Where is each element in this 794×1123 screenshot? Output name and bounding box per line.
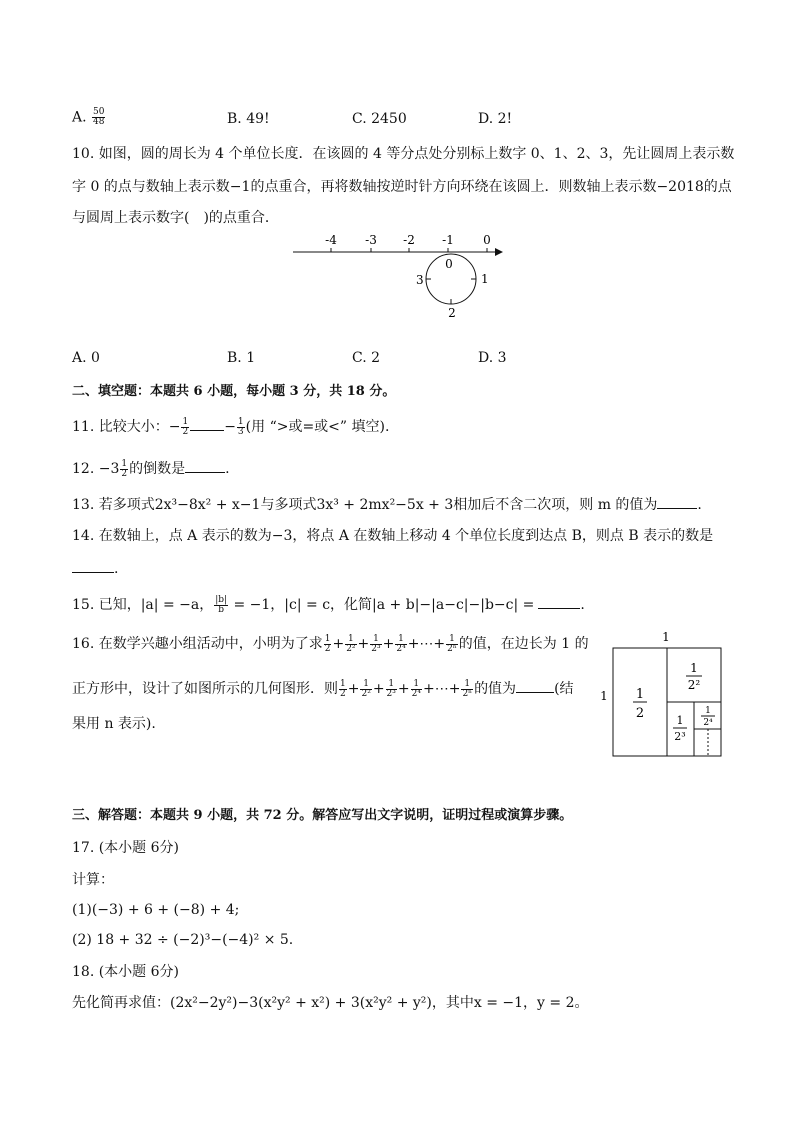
circle-label-left: 3 (416, 273, 424, 287)
q16-line2: 正方形中，设计了如图所示的几何图形．则 $\frac{1}{2}$ + $\frac{1}{\text{2²}}$ + $\frac{1}{\text{2³}}$ + $\frac{1}{\text{2⁴}}$ +⋯+ $\frac{1}{\text{2ⁿ}}$ 的值为 (结 (72, 678, 574, 699)
axis-ticks (331, 248, 487, 252)
q10-line1: 10. 如图，圆的周长为 4 个单位长度．在该圆的 4 等分点处分别标上数字 0、1、2、3，先让圆周上表示数 (72, 146, 735, 162)
answer-blank (185, 458, 225, 473)
fig-half-num: 1 (635, 687, 645, 702)
q10-option-a: A. 0 (72, 350, 100, 366)
q16-square-figure (598, 628, 728, 760)
fig-half-den: 2 (635, 706, 645, 721)
q18-head: 18. (本小题 6分) (72, 964, 179, 980)
fig-quarter-num: 1 (690, 661, 698, 675)
circle-label-right: 1 (481, 272, 489, 286)
q15: 15. 已知，|a| = −a， $\frac{|b|}{b}$ = −1，|c| = c，化简|a + b|−|a−c|−|b−c| = . (72, 594, 585, 615)
q10-line3: 与圆周上表示数字( )的点重合． (72, 210, 279, 226)
section3-title: 三、解答题：本题共 9 小题，共 72 分。解答应写出文字说明，证明过程或演算步骤。 (72, 808, 573, 823)
q9-option-d: D. 2! (478, 111, 513, 127)
q9-option-a: A. $\frac{50}{48}$ (72, 107, 105, 127)
q16-line1: 16. 在数学兴趣小组活动中，小明为了求 $\frac{1}{2}$ + $\frac{1}{\text{2²}}$ + $\frac{1}{\text{2³}}$ + $\frac{1}{\text{2⁴}}$ +⋯+ $\frac{1}{\text{2ⁿ}}$ 的值，在边长为 1 的 (72, 633, 589, 654)
q12: 12. −3 $\frac{1}{2}$ 的倒数是 . (72, 458, 230, 479)
q10-option-d: D. 3 (478, 350, 507, 366)
q14-line1: 14. 在数轴上，点 A 表示的数为−3，将点 A 在数轴上移动 4 个单位长度到达点 B，则点 B 表示的数是 (72, 528, 714, 544)
circle-label-top: 0 (445, 257, 453, 271)
tick-label: -4 (325, 233, 337, 247)
answer-blank (190, 416, 224, 431)
q16-line3: 果用 n 表示). (72, 716, 156, 732)
axis-arrow (495, 248, 503, 256)
q17-head: 17. (本小题 6分) (72, 840, 179, 856)
q13: 13. 若多项式2x³−8x² + x−1与多项式3x³ + 2mx²−5x + 3相加后不含二次项，则 m 的值为 . (72, 494, 702, 515)
q9-option-b: B. 49! (227, 111, 270, 127)
q17-part1: (1)(−3) + 6 + (−8) + 4; (72, 902, 240, 918)
tick-label: -3 (365, 233, 377, 247)
tick-label: -2 (403, 233, 415, 247)
q10-option-c: C. 2 (352, 350, 381, 366)
q14-line2: . (72, 558, 118, 579)
fig-quarter-den: 2² (687, 678, 701, 692)
fig-sixteenth-num: 1 (705, 706, 711, 716)
fig-sixteenth-den: 2⁴ (703, 718, 713, 728)
tick-label: 0 (483, 233, 491, 247)
section2-title: 二、填空题：本题共 6 小题，每小题 3 分，共 18 分。 (72, 384, 396, 399)
fig-top-label: 1 (662, 630, 670, 644)
q17-part2: (2) 18 + 32 ÷ (−2)³−(−4)² × 5. (72, 932, 294, 948)
fig-eighth-den: 2³ (674, 730, 686, 743)
q9-option-c: C. 2450 (352, 111, 407, 127)
answer-blank (538, 594, 580, 609)
q18-text: 先化简再求值：(2x²−2y²)−3(x²y² + x²) + 3(x²y² + y²)，其中x = −1，y = 2。 (72, 995, 589, 1011)
q10-line2: 字 0 的点与数轴上表示数−1的点重合，再将数轴按逆时针方向环绕在该圆上．则数轴上表示数−2018的点 (72, 179, 732, 195)
q10-numberline-figure (285, 228, 515, 323)
tick-label: -1 (442, 233, 454, 247)
q11: 11. 比较大小：− $\frac{1}{2}$ − $\frac{1}{3}$ (用 “>或=或<” 填空). (72, 416, 390, 437)
fig-left-label: 1 (600, 689, 608, 703)
q10-option-b: B. 1 (227, 350, 256, 366)
fig-eighth-num: 1 (676, 714, 684, 727)
circle-label-bottom: 2 (448, 306, 456, 320)
answer-blank (516, 678, 554, 693)
q17-intro: 计算： (72, 872, 114, 888)
answer-blank (72, 558, 114, 573)
answer-blank (657, 494, 697, 509)
